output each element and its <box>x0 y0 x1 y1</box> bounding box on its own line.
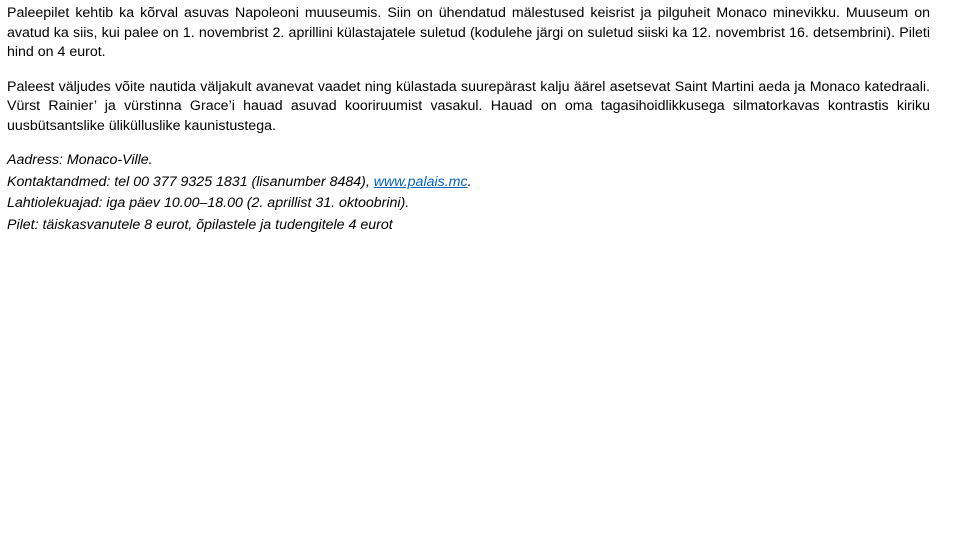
address-line: Aadress: Monaco-Ville. <box>7 152 153 168</box>
hours-line: Lahtiolekuajad: iga päev 10.00–18.00 (2. aprillist 31. oktoobrini). <box>7 195 410 212</box>
info-block <box>7 151 930 236</box>
paragraph-napoleon-museum: Paleepilet kehtib ka kõrval asuvas Napoleoni muuseumis. Siin on ühendatud mälestused keisrist ja pilguheit Monaco minevikku. Muuseum on avatud ka siis, kui palee on 1. novembrist 2. aprillini külastajatele suletud (kodulehe järgi on suletud siiski ka 12. novembrist 16. detsembrini). Pileti hind on 4 eurot. <box>7 5 930 60</box>
website-link[interactable]: www.palais.mc <box>373 173 468 190</box>
contact-suffix: . <box>467 173 472 190</box>
document-body <box>7 4 930 238</box>
paragraph-cathedral: Paleest väljudes võite nautida väljakult avanevat vaadet ning külastada suurepärast kalju äärel asetsevat Saint Martini aeda ja Monaco katedraali. Vürst Rainier’ ja vürstinna Grace’i hauad asuvad kooriruumist vasakul. Hauad on oma tagasihoidlikkusega silmatorkavas kontrastis kiriku uusbütsantslike ülikülluslike kaunistustega. <box>7 78 930 134</box>
ticket-line: Pilet: täiskasvanutele 8 eurot, õpilastele ja tudengitele 4 eurot <box>7 217 393 234</box>
contact-text: Kontaktandmed: tel 00 377 9325 1831 (lisanumber 8484), <box>7 173 374 190</box>
contact-line <box>7 173 930 193</box>
